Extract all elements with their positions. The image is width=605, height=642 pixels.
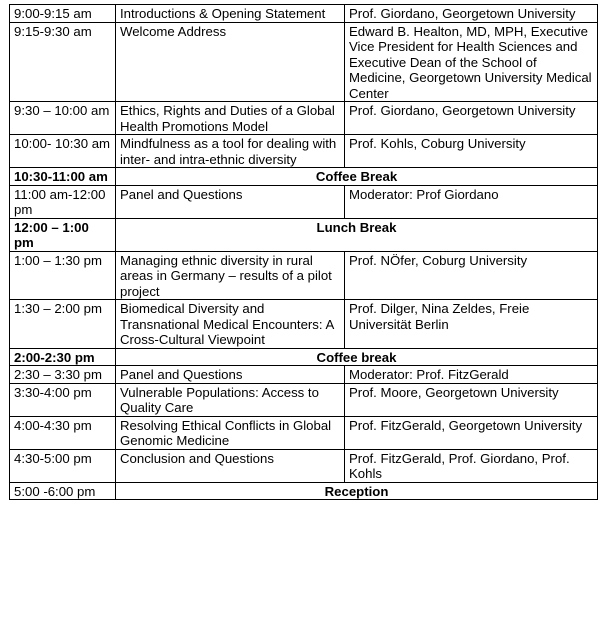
time-cell: 2:30 – 3:30 pm xyxy=(10,366,116,384)
break-label: Coffee Break xyxy=(116,168,598,186)
time-cell: 9:30 – 10:00 am xyxy=(10,102,116,135)
time-cell: 2:00-2:30 pm xyxy=(10,348,116,366)
session-title-cell: Panel and Questions xyxy=(116,366,345,384)
session-row xyxy=(10,135,598,168)
break-label: Reception xyxy=(116,482,598,500)
session-title-cell: Introductions & Opening Statement xyxy=(116,5,345,23)
speaker-cell: Prof. Kohls, Coburg University xyxy=(345,135,598,168)
session-row xyxy=(10,185,598,218)
session-title-cell: Ethics, Rights and Duties of a Global Health Promotions Model xyxy=(116,102,345,135)
speaker-cell: Prof. Dilger, Nina Zeldes, Freie Universität Berlin xyxy=(345,300,598,349)
time-cell: 9:00-9:15 am xyxy=(10,5,116,23)
time-cell: 1:30 – 2:00 pm xyxy=(10,300,116,349)
session-row xyxy=(10,416,598,449)
session-row xyxy=(10,5,598,23)
speaker-cell: Prof. Moore, Georgetown University xyxy=(345,383,598,416)
break-row xyxy=(10,168,598,186)
schedule-table xyxy=(9,4,598,500)
session-title-cell: Panel and Questions xyxy=(116,185,345,218)
speaker-cell: Prof. Giordano, Georgetown University xyxy=(345,5,598,23)
session-row xyxy=(10,22,598,102)
session-row xyxy=(10,300,598,349)
speaker-cell: Prof. Giordano, Georgetown University xyxy=(345,102,598,135)
speaker-cell: Moderator: Prof. FitzGerald xyxy=(345,366,598,384)
break-label: Coffee break xyxy=(116,348,598,366)
speaker-cell: Moderator: Prof Giordano xyxy=(345,185,598,218)
speaker-cell: Prof. FitzGerald, Georgetown University xyxy=(345,416,598,449)
break-row xyxy=(10,482,598,500)
session-row xyxy=(10,251,598,300)
schedule-body xyxy=(10,5,598,500)
session-row xyxy=(10,366,598,384)
time-cell: 11:00 am-12:00 pm xyxy=(10,185,116,218)
time-cell: 5:00 -6:00 pm xyxy=(10,482,116,500)
session-title-cell: Welcome Address xyxy=(116,22,345,102)
session-row xyxy=(10,383,598,416)
time-cell: 9:15-9:30 am xyxy=(10,22,116,102)
speaker-cell: Prof. NÖfer, Coburg University xyxy=(345,251,598,300)
session-title-cell: Conclusion and Questions xyxy=(116,449,345,482)
time-cell: 4:30-5:00 pm xyxy=(10,449,116,482)
time-cell: 12:00 – 1:00 pm xyxy=(10,218,116,251)
break-row xyxy=(10,218,598,251)
time-cell: 3:30-4:00 pm xyxy=(10,383,116,416)
session-title-cell: Resolving Ethical Conflicts in Global Genomic Medicine xyxy=(116,416,345,449)
session-title-cell: Biomedical Diversity and Transnational Medical Encounters: A Cross-Cultural Viewpoint xyxy=(116,300,345,349)
break-row xyxy=(10,348,598,366)
speaker-cell: Prof. FitzGerald, Prof. Giordano, Prof. Kohls xyxy=(345,449,598,482)
time-cell: 10:00- 10:30 am xyxy=(10,135,116,168)
speaker-cell: Edward B. Healton, MD, MPH, Executive Vice President for Health Sciences and Executive Dean of the School of Medicine, Georgetown University Medical Center xyxy=(345,22,598,102)
session-row xyxy=(10,102,598,135)
session-title-cell: Vulnerable Populations: Access to Quality Care xyxy=(116,383,345,416)
time-cell: 4:00-4:30 pm xyxy=(10,416,116,449)
time-cell: 1:00 – 1:30 pm xyxy=(10,251,116,300)
session-row xyxy=(10,449,598,482)
break-label: Lunch Break xyxy=(116,218,598,251)
session-title-cell: Mindfulness as a tool for dealing with inter- and intra-ethnic diversity xyxy=(116,135,345,168)
session-title-cell: Managing ethnic diversity in rural areas in Germany – results of a pilot project xyxy=(116,251,345,300)
time-cell: 10:30-11:00 am xyxy=(10,168,116,186)
